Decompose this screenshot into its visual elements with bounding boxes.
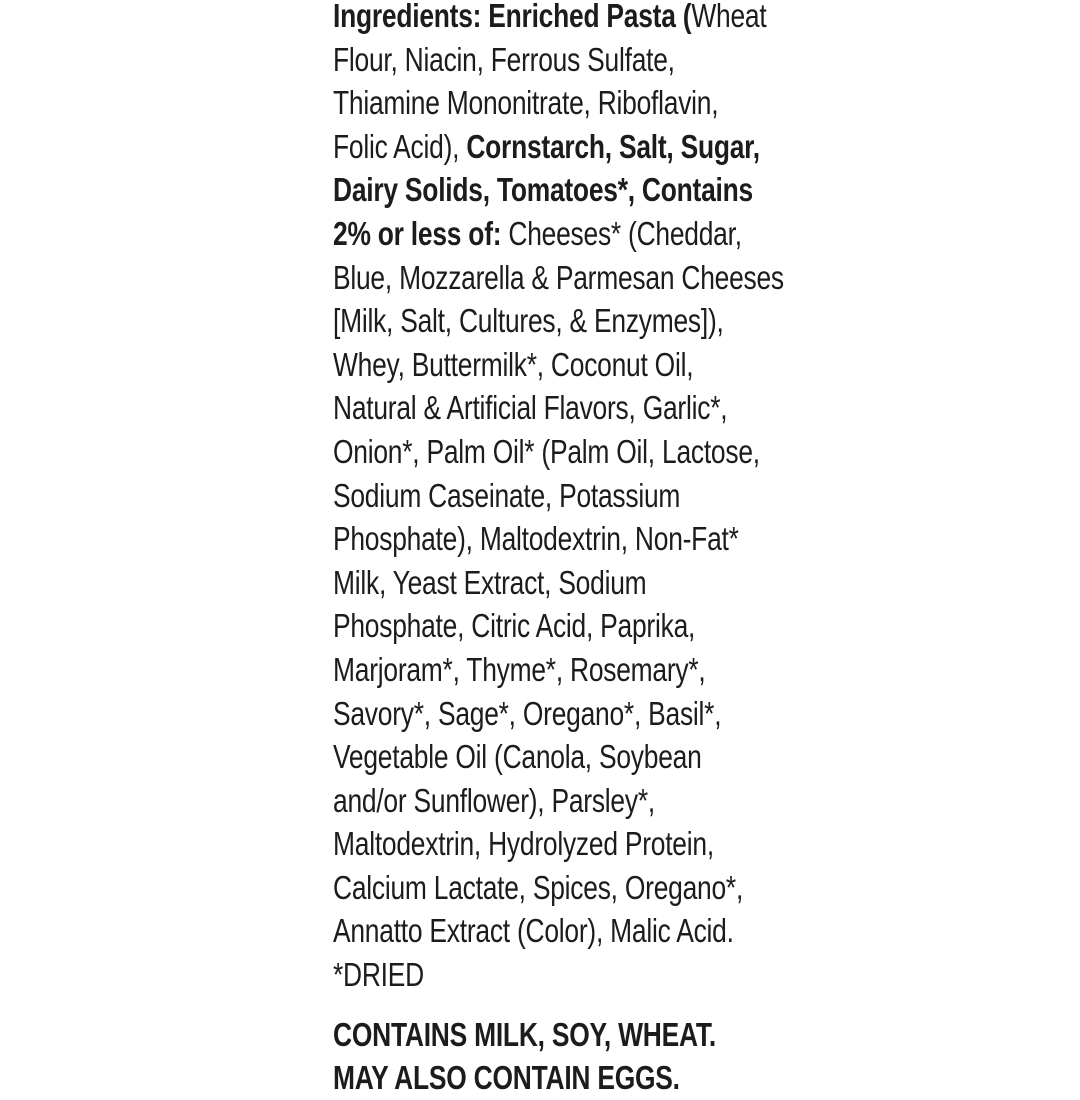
ingredient-line	[333, 386, 728, 430]
ingredient-line	[333, 561, 685, 605]
ingredient-line	[333, 343, 694, 387]
ingredient-text-bold: 2% or less of:	[333, 214, 509, 252]
ingredient-line	[333, 0, 767, 38]
ingredient-line	[333, 822, 714, 866]
ingredient-line	[333, 125, 760, 169]
ingredient-text: Marjoram*, Thyme*, Rosemary*,	[333, 650, 706, 688]
ingredient-line	[333, 81, 719, 125]
ingredient-text: Phosphate, Citric Acid, Paprika,	[333, 607, 696, 645]
ingredient-text: Natural & Artificial Flavors, Garlic*,	[333, 389, 728, 427]
ingredient-line	[333, 953, 685, 997]
ingredient-text-bold: Cornstarch, Salt, Sugar,	[466, 127, 760, 165]
ingredient-text: *DRIED	[333, 956, 424, 994]
ingredient-line	[333, 168, 753, 212]
ingredient-text: [Milk, Salt, Cultures, & Enzymes]),	[333, 302, 724, 340]
ingredient-line	[333, 692, 722, 736]
ingredient-text: Milk, Yeast Extract, Sodium	[333, 563, 647, 601]
ingredient-text: Calcium Lactate, Spices, Oregano*,	[333, 868, 744, 906]
ingredient-text: Flour, Niacin, Ferrous Sulfate,	[333, 40, 675, 78]
spacer	[333, 997, 685, 1013]
ingredient-text: Wheat	[691, 0, 767, 34]
ingredient-line	[333, 474, 685, 518]
ingredient-line	[333, 517, 739, 561]
allergen-statement-contains: CONTAINS MILK, SOY, WHEAT.	[333, 1015, 716, 1053]
ingredient-text: Whey, Buttermilk*, Coconut Oil,	[333, 345, 694, 383]
ingredient-text: and/or Sunflower), Parsley*,	[333, 781, 655, 819]
ingredient-line	[333, 779, 685, 823]
ingredient-line	[333, 648, 706, 692]
ingredient-line	[333, 38, 685, 82]
ingredient-text: Vegetable Oil (Canola, Soybean	[333, 738, 702, 776]
ingredient-text: Onion*, Palm Oil* (Palm Oil, Lactose,	[333, 432, 760, 470]
ingredient-line	[333, 212, 742, 256]
ingredient-text: Folic Acid),	[333, 127, 467, 165]
ingredient-text: Blue, Mozzarella & Parmesan Cheeses	[333, 258, 784, 296]
ingredient-line	[333, 256, 784, 300]
allergen-statement-may-contain: MAY ALSO CONTAIN EGGS.	[333, 1059, 680, 1097]
ingredients-label	[333, 0, 784, 1100]
ingredient-line	[333, 735, 702, 779]
ingredient-text: Savory*, Sage*, Oregano*, Basil*,	[333, 694, 722, 732]
ingredient-line	[333, 430, 760, 474]
ingredient-line	[333, 604, 696, 648]
ingredient-text-bold: Dairy Solids, Tomatoes*, Contains	[333, 171, 753, 209]
ingredient-text: Thiamine Mononitrate, Riboflavin,	[333, 84, 719, 122]
ingredient-line	[333, 299, 724, 343]
ingredient-text: Phosphate), Maltodextrin, Non-Fat*	[333, 520, 739, 558]
ingredients-text	[333, 0, 784, 997]
ingredient-text-bold: Ingredients: Enriched Pasta (	[333, 0, 692, 34]
ingredient-line	[333, 909, 734, 953]
ingredient-text: Annatto Extract (Color), Malic Acid.	[333, 912, 734, 950]
ingredient-text: Cheeses* (Cheddar,	[508, 214, 742, 252]
ingredient-text: Sodium Caseinate, Potassium	[333, 476, 681, 514]
ingredient-text: Maltodextrin, Hydrolyzed Protein,	[333, 825, 714, 863]
ingredient-line	[333, 866, 744, 910]
